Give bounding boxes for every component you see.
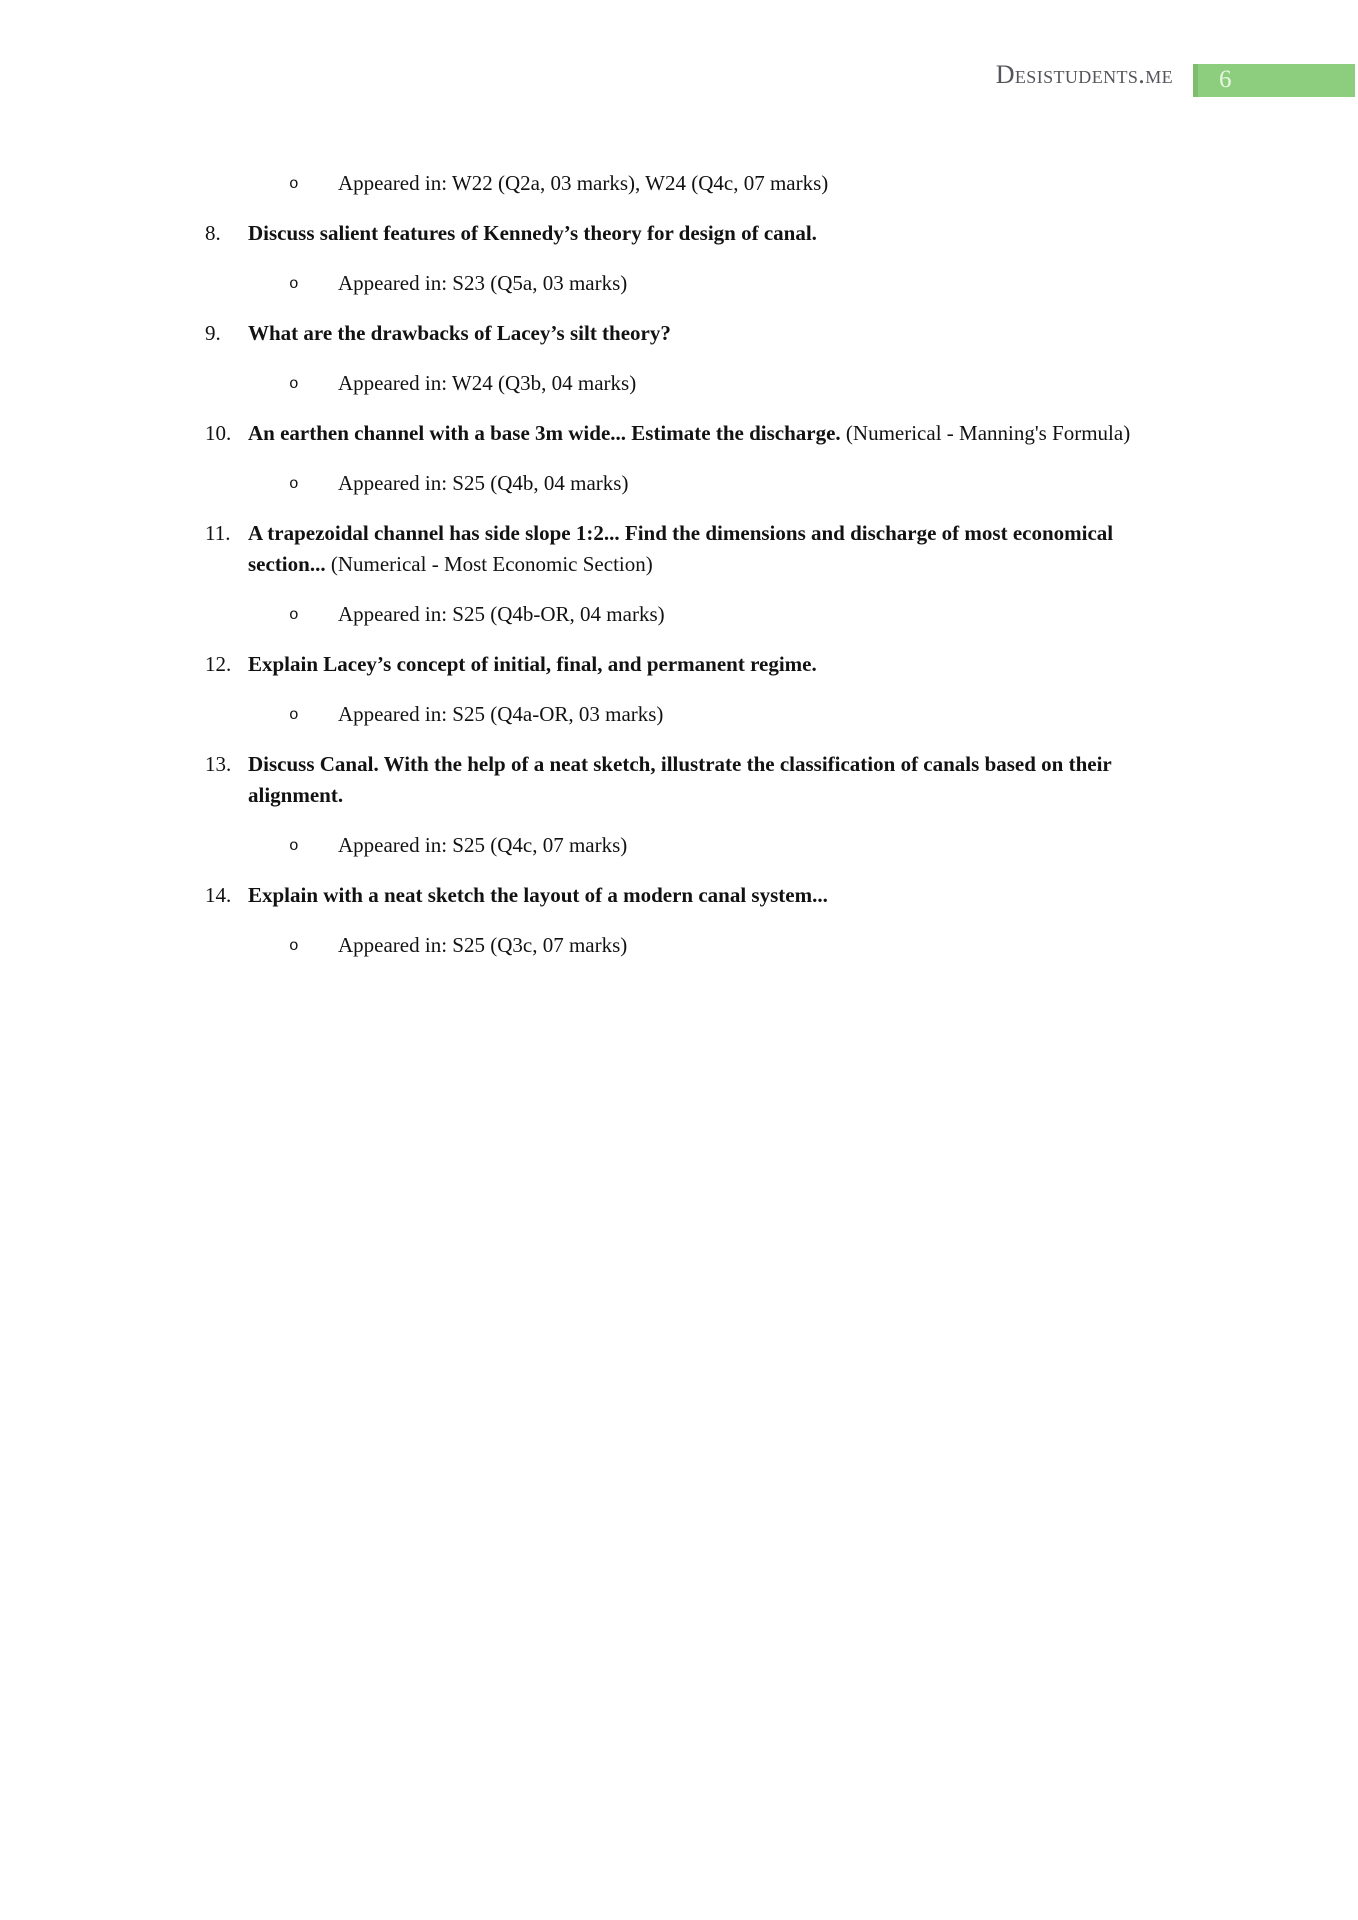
circle-bullet-icon: o bbox=[289, 275, 299, 293]
item-number: 14. bbox=[205, 883, 232, 907]
item-number: 9. bbox=[205, 321, 221, 345]
question-text: An earthen channel with a base 3m wide... Estimate the discharge. bbox=[248, 421, 841, 445]
question-item bbox=[205, 880, 1150, 911]
item-number: 13. bbox=[205, 752, 232, 776]
appearance-note bbox=[205, 599, 1150, 630]
page-number: 6 bbox=[1219, 66, 1232, 93]
question-item bbox=[205, 518, 1150, 580]
appearance-note bbox=[205, 699, 1150, 730]
question-item bbox=[205, 218, 1150, 249]
circle-bullet-icon: o bbox=[289, 175, 299, 193]
circle-bullet-icon: o bbox=[289, 937, 299, 955]
question-text: Explain with a neat sketch the layout of a modern canal system... bbox=[248, 883, 828, 907]
question-item bbox=[205, 318, 1150, 349]
question-item bbox=[205, 418, 1150, 449]
question-item bbox=[205, 649, 1150, 680]
appearance-note bbox=[205, 268, 1150, 299]
appearance-text: Appeared in: W22 (Q2a, 03 marks), W24 (Q4c, 07 marks) bbox=[338, 171, 829, 195]
question-tail: (Numerical - Manning's Formula) bbox=[840, 421, 1131, 445]
appearance-note bbox=[205, 830, 1150, 861]
page-number-badge bbox=[1193, 64, 1355, 97]
appearance-text: Appeared in: S25 (Q4b-OR, 04 marks) bbox=[338, 602, 665, 626]
question-text: What are the drawbacks of Lacey’s silt theory? bbox=[248, 321, 671, 345]
question-text: Discuss salient features of Kennedy’s theory for design of canal. bbox=[248, 221, 817, 245]
item-number: 12. bbox=[205, 652, 232, 676]
circle-bullet-icon: o bbox=[289, 706, 299, 724]
question-list bbox=[205, 168, 1195, 980]
circle-bullet-icon: o bbox=[289, 606, 299, 624]
circle-bullet-icon: o bbox=[289, 837, 299, 855]
question-text: Discuss Canal. With the help of a neat sketch, illustrate the classification of canals based on their alignment. bbox=[248, 752, 1112, 807]
site-header: Desistudents.me bbox=[995, 60, 1173, 89]
question-text: A trapezoidal channel has side slope 1:2... Find the dimensions and discharge of most economical section... bbox=[248, 521, 1114, 576]
appearance-note bbox=[205, 468, 1150, 499]
item-number: 10. bbox=[205, 421, 232, 445]
question-item bbox=[205, 749, 1150, 811]
question-tail: (Numerical - Most Economic Section) bbox=[325, 552, 653, 576]
appearance-text: Appeared in: W24 (Q3b, 04 marks) bbox=[338, 371, 637, 395]
appearance-note bbox=[205, 168, 1150, 199]
appearance-note bbox=[205, 930, 1150, 961]
appearance-text: Appeared in: S25 (Q4c, 07 marks) bbox=[338, 833, 628, 857]
appearance-text: Appeared in: S25 (Q4b, 04 marks) bbox=[338, 471, 629, 495]
question-text: Explain Lacey’s concept of initial, final, and permanent regime. bbox=[248, 652, 817, 676]
item-number: 11. bbox=[205, 521, 231, 545]
circle-bullet-icon: o bbox=[289, 475, 299, 493]
circle-bullet-icon: o bbox=[289, 375, 299, 393]
appearance-text: Appeared in: S23 (Q5a, 03 marks) bbox=[338, 271, 628, 295]
appearance-note bbox=[205, 368, 1150, 399]
appearance-text: Appeared in: S25 (Q4a-OR, 03 marks) bbox=[338, 702, 664, 726]
item-number: 8. bbox=[205, 221, 221, 245]
appearance-text: Appeared in: S25 (Q3c, 07 marks) bbox=[338, 933, 628, 957]
